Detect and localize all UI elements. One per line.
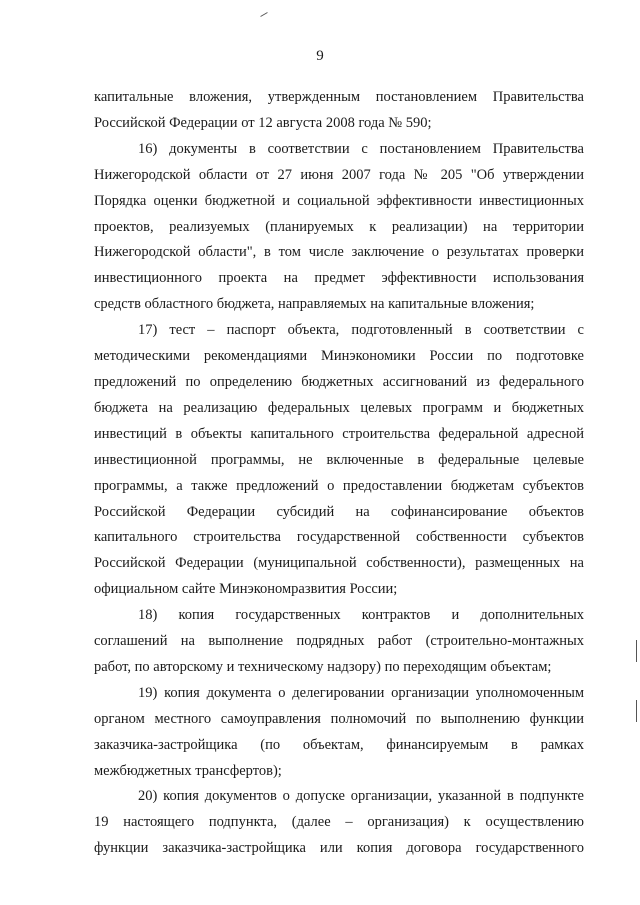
text-line: программы, а также предложений о предоставлении бюджетам субъектов bbox=[94, 477, 584, 494]
paragraph-cont bbox=[94, 85, 584, 137]
text-line: Нижегородской области от 27 июня 2007 года № 205 "Об утверждении bbox=[94, 166, 584, 183]
text-line: проектов, реализуемых (планируемых к реализации) на территории bbox=[94, 218, 584, 235]
text-line: Российской Федерации (муниципальной собственности), размещенных на bbox=[94, 555, 584, 572]
paragraph-p16 bbox=[94, 137, 584, 318]
text-line: капитальные вложения, утвержденным постановлением Правительства bbox=[94, 89, 584, 105]
text-line: инвестиционной программы, не включенные в федеральные целевые bbox=[94, 451, 584, 468]
text-line: 19 настоящего подпункта, (далее – организация) к осуществлению bbox=[94, 814, 584, 831]
text-line: бюджета на реализацию федеральных целевых программ и бюджетных bbox=[94, 399, 584, 416]
text-line: функции заказчика-застройщика или копия договора государственного bbox=[94, 840, 584, 857]
text-line: Порядка оценки бюджетной и социальной эффективности инвестиционных bbox=[94, 192, 584, 209]
text-line: соглашений на выполнение подрядных работ (строительно-монтажных bbox=[94, 633, 584, 650]
scan-mark bbox=[260, 12, 267, 17]
text-line: инвестиционного проекта на предмет эффективности использования bbox=[94, 270, 584, 287]
paragraph-p19 bbox=[94, 681, 584, 785]
text-line: 19) копия документа о делегировании организации уполномоченным bbox=[138, 684, 584, 701]
text-line: средств областного бюджета, направляемых на капитальные вложения; bbox=[94, 296, 535, 313]
page-number: 9 bbox=[316, 48, 324, 64]
text-line: 18) копия государственных контрактов и дополнительных bbox=[138, 607, 584, 624]
text-line: межбюджетных трансфертов); bbox=[94, 762, 282, 779]
text-line: предложений по определению бюджетных ассигнований из федерального bbox=[94, 373, 584, 390]
text-line: инвестиций в объекты капитального строительства федеральной адресной bbox=[94, 425, 584, 442]
text-line: Российской Федерации субсидий на софинансирование объектов bbox=[94, 503, 584, 520]
text-line: заказчика-застройщика (по объектам, финансируемым в рамках bbox=[94, 736, 584, 753]
text-line: официальном сайте Минэкономразвития России; bbox=[94, 581, 398, 598]
text-line: 17) тест – паспорт объекта, подготовленный в соответствии с bbox=[138, 322, 584, 339]
text-line: 20) копия документов о допуске организации, указанной в подпункте bbox=[138, 788, 584, 805]
text-line: капитального строительства государственной собственности субъектов bbox=[94, 529, 584, 546]
text-line: работ, по авторскому и техническому надзору) по переходящим объектам; bbox=[94, 658, 552, 675]
text-line: методическими рекомендациями Минэкономики России по подготовке bbox=[94, 348, 584, 365]
margin-mark bbox=[636, 640, 637, 662]
text-line: органом местного самоуправления полномочий по выполнению функции bbox=[94, 710, 584, 727]
paragraph-p18 bbox=[94, 603, 584, 681]
text-line: 16) документы в соответствии с постановлением Правительства bbox=[138, 140, 584, 157]
document-body bbox=[94, 85, 584, 862]
paragraph-p20 bbox=[94, 784, 584, 862]
paragraph-p17 bbox=[94, 318, 584, 603]
margin-mark bbox=[636, 700, 637, 722]
text-line: Нижегородской области", в том числе заключение о результатах проверки bbox=[94, 244, 584, 261]
text-line: Российской Федерации от 12 августа 2008 года № 590; bbox=[94, 114, 432, 131]
